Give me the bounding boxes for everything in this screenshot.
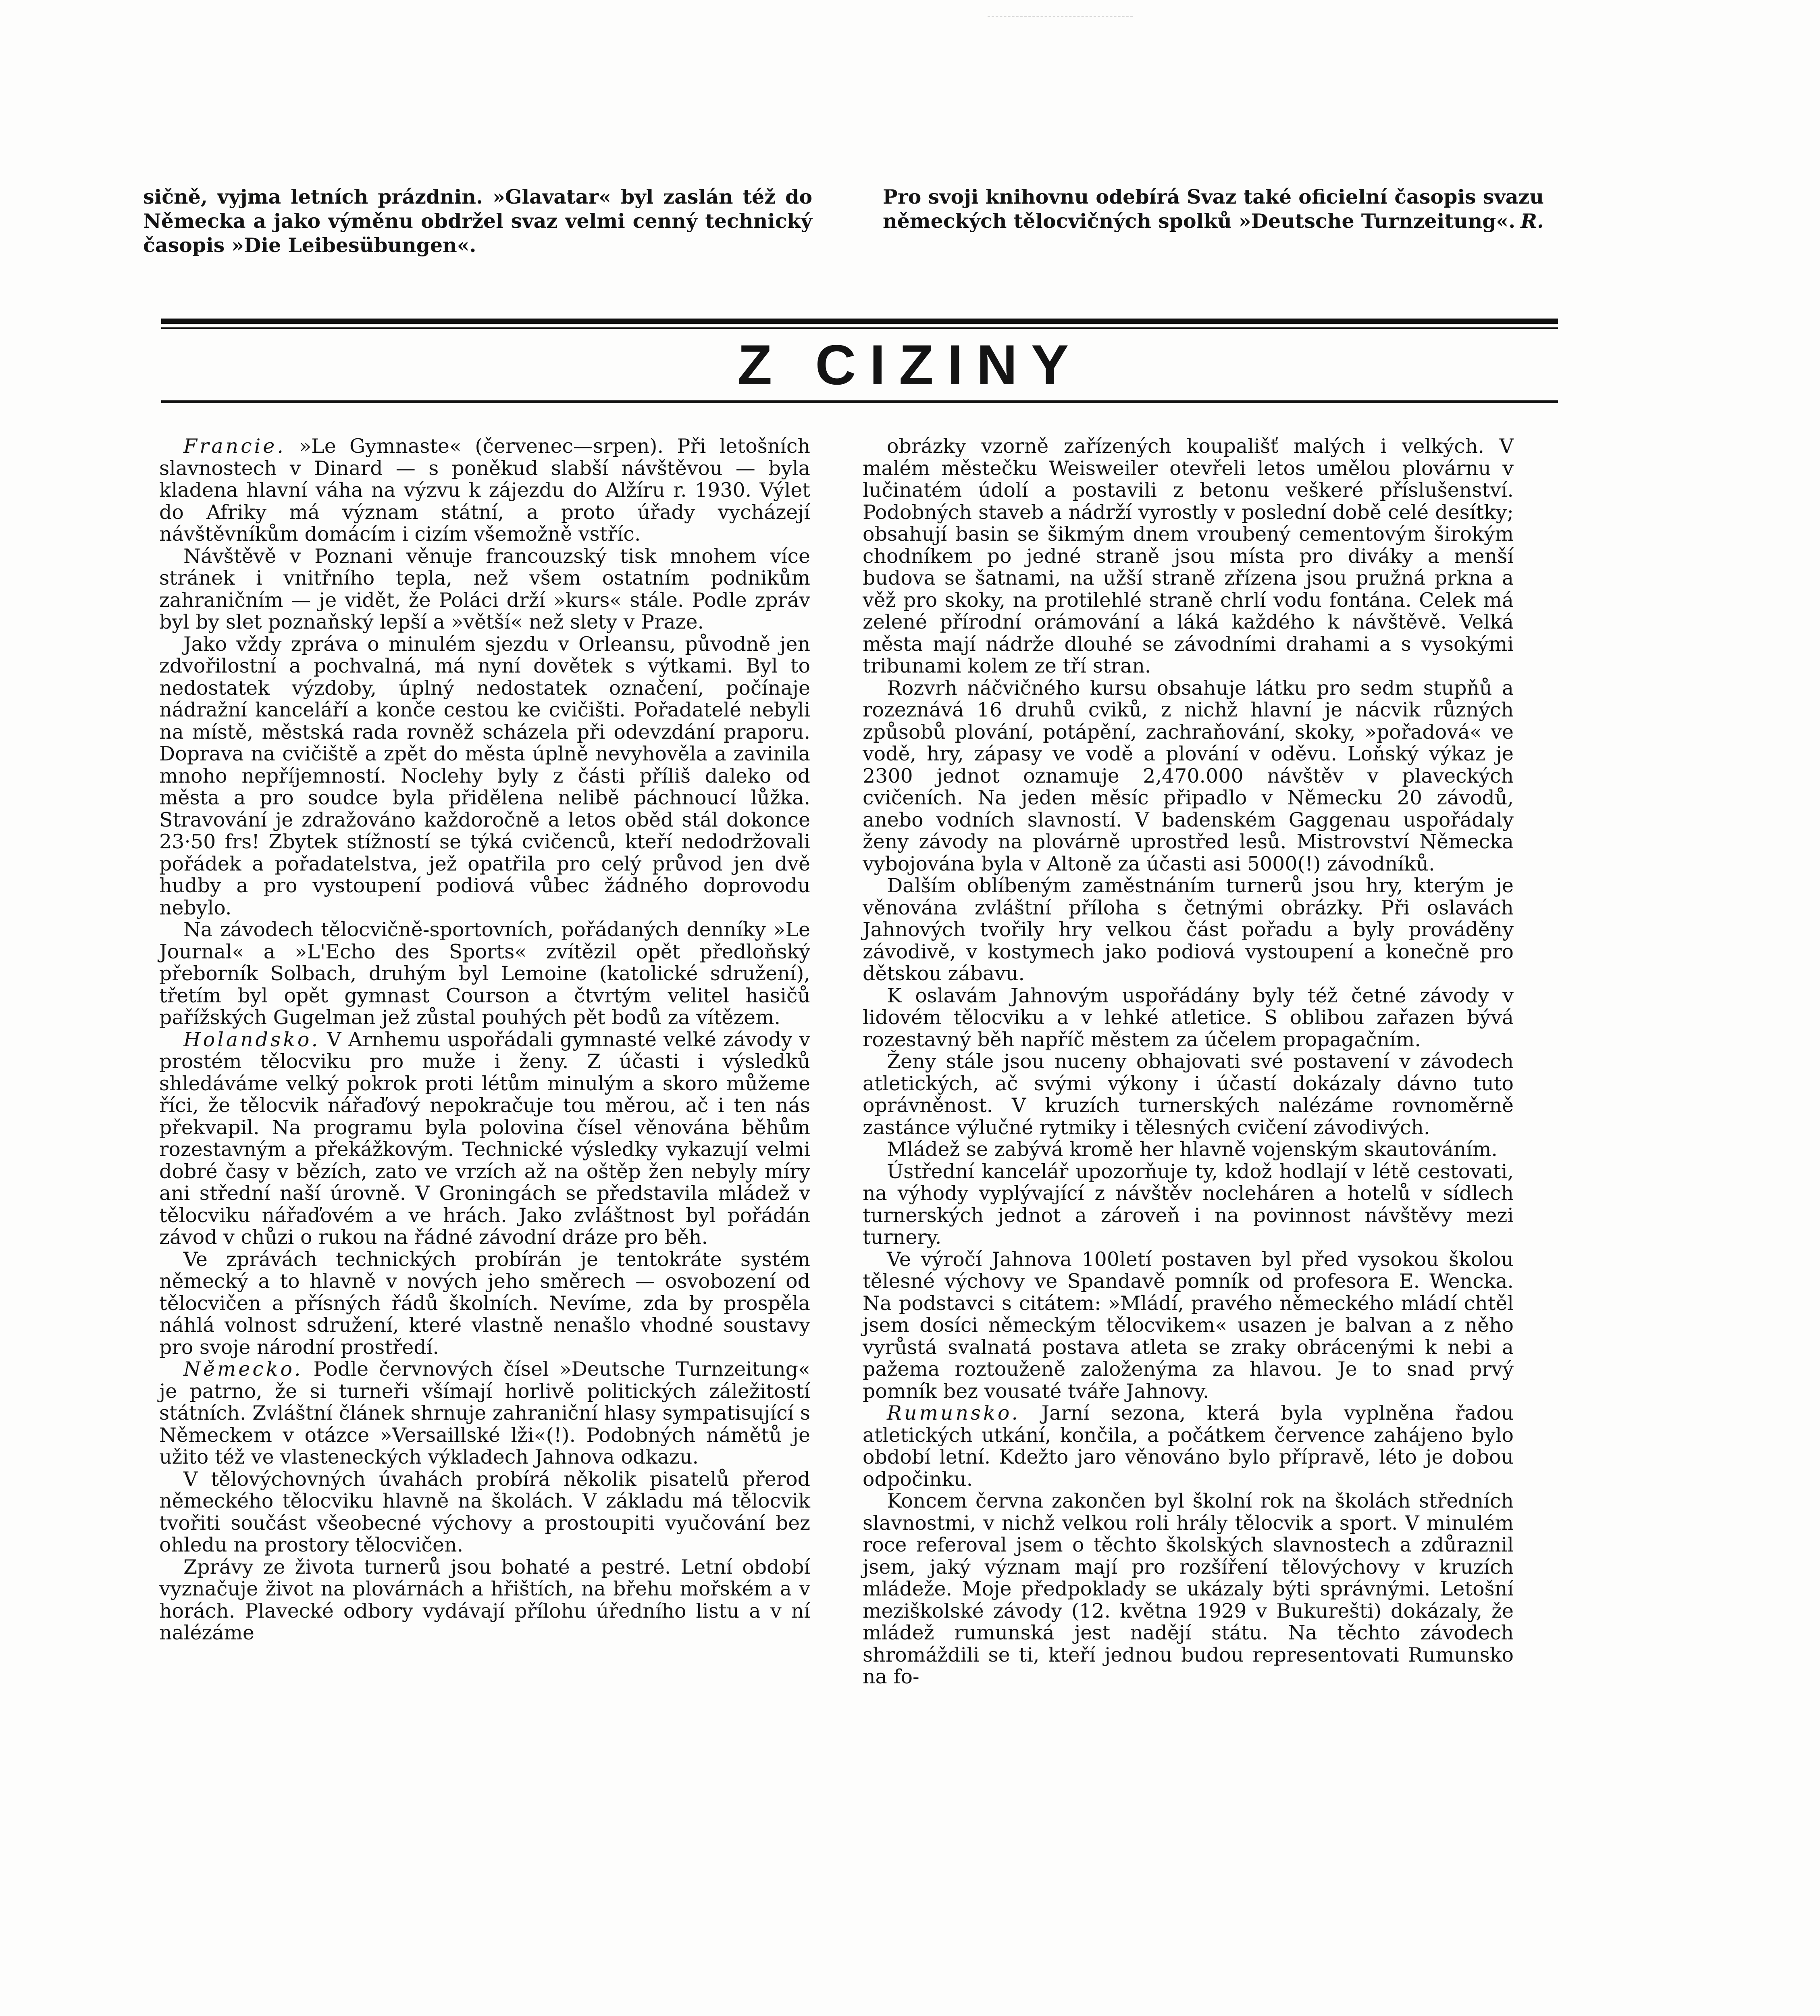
article-paragraph: [863, 1051, 1514, 1139]
article-paragraph: [863, 985, 1514, 1051]
paragraph-text: Koncem června zakončen byl školní rok na školách středních slavnostmi, v nichž velkou roli hrály tělocvik a sport. V minulém roce referoval jsem o těchto školských slavnostech a zdůraznil jsem, jaký význam mají pro rozšíření tělovýchovy v kruzích mládeže. Moje předpoklady se ukázaly býti správnými. Letošní meziškolské závody (12. května 1929 v Bukurešti) dokázaly, že mládež rumunská jest nadějí státu. Na těchto závodech shromáždili se ti, kteří jednou budou representovati Rumunsko na fo-: [863, 1489, 1514, 1688]
paragraph-text: Ženy stále jsou nuceny obhajovati své postavení v závodech atletických, ač svými výkony i účastí dokázaly dávno tuto oprávněnost. V kruzích turnerských nalézáme rovnoměrně zastánce výlučné rytmiky i tělesných cvičení závodivých.: [863, 1050, 1514, 1139]
carryover-text-right: [883, 185, 1544, 233]
carryover-paragraph-left: sičně, vyjma letních prázdnin. »Glavatar« byl zaslán též do Německa a jako výměnu obdržel svaz velmi cenný technický časopis »Die Leibesübungen«.: [143, 185, 812, 257]
article-paragraph: [863, 1161, 1514, 1249]
carryover-paragraph-right: Pro svoji knihovnu odebírá Svaz také oficielní časopis svazu německých tělocvičných spolků »Deutsche Turnzeitung«.: [883, 185, 1544, 233]
paragraph-text: obrázky vzorně zařízených koupališť malých i velkých. V malém městečku Weisweiler otevřeli letos umělou plovárnu v lučinatém údolí a postavili z betonu veškeré příslušenství. Podobných staveb a nádrží vyrostly v poslední době celé desítky; obsahují basin se šikmým dnem vroubený cementovým širokým chodníkem po jedné straně jsou místa pro diváky a menší budova se šatnami, na užší straně zřízena jsou pružná prkna a věž pro skoky, na protilehlé straně chrlí vodu fontána. Celek má zelené přírodní orámování a láká každého k návštěvě. Velká města mají nádrže dlouhé se závodními drahami a s vysokými tribunami kolem ze tří stran.: [863, 435, 1514, 677]
article-paragraph: [863, 875, 1514, 985]
article-paragraph: [159, 1556, 810, 1644]
article-paragraph: [863, 435, 1514, 677]
article-paragraph: [159, 1468, 810, 1556]
article-paragraph: [159, 633, 810, 919]
section-rule-top-thin: [161, 327, 1558, 329]
article-paragraph: [863, 1139, 1514, 1161]
country-heading: Francie.: [183, 435, 286, 458]
paragraph-text: Ve výročí Jahnova 100letí postaven byl před vysokou školou tělesné výchovy ve Spandavě pomník od profesora E. Wencka. Na podstavci s citátem: »Mládí, pravého německého mládí chtěl jsem dosíci německým tělocvikem« usazen je balvan a z něho vyrůstá svalnatá postava atleta se zraky obrácenými k nebi a pažema roztouženě založenýma za hlavou. Je to snad prvý pomník bez vousaté tváře Jahnovy.: [863, 1248, 1514, 1403]
paragraph-text: K oslavám Jahnovým uspořádány byly též četné závody v lidovém tělocviku a v lehké atletice. S oblibou zařazen bývá rozestavný běh napříč městem za účelem propagačním.: [863, 984, 1514, 1051]
paragraph-text: Jako vždy zpráva o minulém sjezdu v Orleansu, původně jen zdvořilostní a pochvalná, má nyní dovětek s výtkami. Byl to nedostatek výzdoby, úplný nedostatek označení, počínaje nádražní kanceláří a konče cestou ke cvičišti. Pořadatelé nebyli na místě, městská rada rovněž scházela při odevzdání praporu. Doprava na cvičiště a zpět do města úplně nevyhověla a zavinila mnoho nepříjemností. Noclehy byly z části příliš daleko od města a pro soudce byla přidělena nelibě páchnoucí lůžka. Stravování je zdražováno každoročně a letos oběd stál dokonce 23·50 frs! Zbytek stížností se týká cvičenců, kteří nedodržovali pořádek a pořadatelstva, jež opatřila pro celý průvod jen dvě hudby a pro vystoupení podiová vůbec žádného doprovodu nebylo.: [159, 632, 810, 919]
article-paragraph: [159, 1249, 810, 1359]
paragraph-text: Rozvrh náčvičného kursu obsahuje látku pro sedm stupňů a rozeznává 16 druhů cviků, z nichž hlavní je nácvik různých způsobů plování, potápění, zachraňování, skoky, »pořadová« ve vodě, hry, zápasy ve vodě a plování v oděvu. Loňský výkaz je 2300 jednot oznamuje 2,470.000 návštěv v plaveckých cvičeních. Na jeden měsíc připadlo v Německu 20 závodů, anebo vodních slavností. V badenském Gaggenau uspořádaly ženy závody na plovárně uprostřed lesů. Mistrovství Německa vybojována byla v Altoně za účasti asi 5000(!) závodníků.: [863, 676, 1514, 875]
paragraph-text: Dalším oblíbeným zaměstnáním turnerů jsou hry, kterým je věnována zvláštní příloha s četnými obrázky. Při oslavách Jahnových tvořily hry velkou část pořadu a byly prováděny závodivě, v kostymech jako podiová vystoupení a konečně pro dětskou zábavu.: [863, 874, 1514, 985]
country-heading: Rumunsko.: [887, 1402, 1021, 1425]
section-rule-bottom: [161, 400, 1558, 403]
section-rule-top: [161, 319, 1558, 324]
paragraph-text: »Le Gymnaste« (červenec—srpen). Při letošních slavnostech v Dinard — s poněkud slabší návštěvou — byla kladena hlavní váha na výzvu k zájezdu do Alžíru r. 1930. Výlet do Afriky má význam státní, a proto úřady vycházejí návštěvníkům domácím i cizím všemožně vstříc.: [159, 435, 810, 546]
article-paragraph: [159, 1029, 810, 1249]
section-title: Z CIZINY: [737, 333, 1083, 396]
scan-artifact: [988, 0, 1133, 17]
article-paragraph: [863, 677, 1514, 875]
article-paragraph: [863, 1402, 1514, 1490]
author-signature: R.: [1520, 209, 1544, 233]
article-paragraph: [159, 1358, 810, 1468]
paragraph-text: Jarní sezona, která byla vyplněna řadou atletických utkání, končila, a počátkem července zahájeno bylo období letní. Kdežto jaro věnováno bylo přípravě, léto je dobou odpočinku.: [863, 1402, 1514, 1491]
article-paragraph: [159, 546, 810, 633]
country-heading: Holandsko.: [183, 1028, 320, 1051]
article-paragraph: [159, 435, 810, 546]
paragraph-text: Podle červnových čísel »Deutsche Turnzeitung« je patrno, že si turneři všímají horlivě politických záležitostí státních. Zvláštní článek shrnuje zahraniční hlasy sympatisující s Německem v otázce »Versaillské lži«(!). Podobných námětů je užito též ve vlasteneckých výkladech Jahnova odkazu.: [159, 1358, 810, 1468]
article-column-left: [159, 435, 810, 1644]
paragraph-text: Ve zprávách technických probírán je tentokráte systém německý a to hlavně v nových jeho směrech — osvobození od tělocvičen a přísných řádů školních. Nevíme, zda by prospěla náhlá volnost sdružení, které vlastně nenašlo vhodné soustavy pro svoje národní prostředí.: [159, 1248, 810, 1359]
paragraph-text: Ústřední kancelář upozorňuje ty, kdož hodlají v létě cestovati, na výhody vyplývající z návštěv nocleháren a hotelů v sídlech turnerských jednot a zároveň i na povinnost návštěvy mezi turnery.: [863, 1160, 1514, 1249]
article-paragraph: [159, 919, 810, 1029]
paragraph-text: V tělovýchovných úvahách probírá několik pisatelů přerod německého tělocviku hlavně na školách. V základu má tělocvik tvořiti součást všeobecné výchovy a prostoupiti vyučování bez ohledu na prostory tělocvičen.: [159, 1467, 810, 1556]
paragraph-text: Na závodech tělocvičně-sportovních, pořádaných denníky »Le Journal« a »L'Echo des Sports« zvítězil opět předloňský přeborník Solbach, druhým byl Lemoine (katolické sdružení), třetím byl opět gymnast Courson a čtvrtým velitel hasičů pařížských Gugelman jež zůstal pouhých pět bodů za vítězem.: [159, 918, 810, 1029]
paragraph-text: Návštěvě v Poznani věnuje francouzský tisk mnohem více stránek i vnitřního tepla, než všem ostatním podnikům zahraničním — je vidět, že Poláci drží »kurs« stále. Podle zpráv byl by slet poznaňský lepší a »větší« než slety v Praze.: [159, 544, 810, 633]
article-paragraph: [863, 1490, 1514, 1688]
country-heading: Německo.: [183, 1358, 303, 1381]
paragraph-text: Zprávy ze života turnerů jsou bohaté a pestré. Letní období vyznačuje život na plovárnách a hřištích, na břehu mořském a v horách. Plavecké odbory vydávají přílohu úředního listu a v ní nalézáme: [159, 1555, 810, 1644]
carryover-text-left: [143, 185, 812, 257]
paragraph-text: V Arnhemu uspořádali gymnasté velké závody v prostém tělocviku pro muže i ženy. Z účasti i výsledků shledáváme velký pokrok proti létům minulým a skoro můžeme říci, že tělocvik nářaďový nepokračuje tou měrou, ač i ten nás překvapil. Na programu byla polovina čísel věnována běhům rozestavným a překážkovým. Technické výsledky vykazují velmi dobré časy v bězích, zato ve vrzích až na oštěp žen nebyly míry ani střední naší úrovně. V Groningách se představila mládež v tělocviku nářaďovém a ve hrách. Jako zvláštnost byl pořádán závod v chůzi o rukou na řádné závodní dráze pro běh.: [159, 1028, 810, 1249]
paragraph-text: Mládež se zabývá kromě her hlavně vojenským skautováním.: [887, 1138, 1498, 1161]
article-column-right: [863, 435, 1514, 1688]
article-paragraph: [863, 1249, 1514, 1403]
